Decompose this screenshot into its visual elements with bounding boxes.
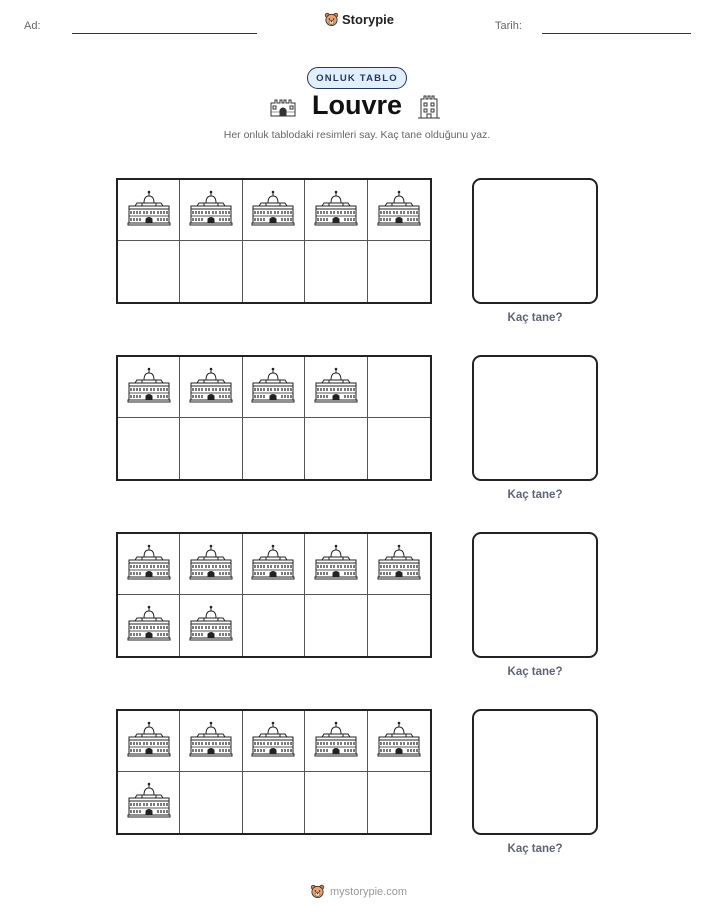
louvre-palace-icon — [314, 190, 358, 231]
ten-frame-cell — [243, 357, 305, 418]
ten-frame-cell — [243, 418, 305, 479]
louvre-palace-icon — [189, 544, 233, 585]
ten-frame-cell — [180, 418, 242, 479]
page-title: Louvre — [311, 90, 403, 120]
ten-frame-cell — [118, 418, 180, 479]
ten-frame-cell — [180, 772, 242, 833]
ten-frame-cell — [305, 711, 367, 772]
ten-frame-3 — [116, 532, 432, 658]
louvre-palace-icon — [314, 367, 358, 408]
ten-frame-cell — [180, 241, 242, 302]
name-label: Ad: — [24, 20, 41, 32]
louvre-palace-icon — [189, 190, 233, 231]
ten-frame-cell — [118, 595, 180, 656]
louvre-palace-icon — [189, 605, 233, 646]
question-label-2: Kaç tane? — [507, 489, 563, 501]
ten-frame-cell — [368, 595, 430, 656]
louvre-palace-icon — [127, 782, 171, 823]
louvre-palace-icon — [377, 544, 421, 585]
ten-frame-cell — [118, 711, 180, 772]
louvre-palace-icon — [251, 544, 295, 585]
ten-frame-cell — [118, 241, 180, 302]
question-label-3: Kaç tane? — [507, 666, 563, 678]
louvre-palace-icon — [251, 721, 295, 762]
ten-frame-cell — [180, 711, 242, 772]
date-line[interactable] — [542, 33, 691, 34]
ten-frame-cell — [368, 418, 430, 479]
ten-frame-cell — [368, 241, 430, 302]
date-label: Tarih: — [495, 20, 522, 32]
worksheet-type-badge: ONLUK TABLO — [307, 67, 407, 89]
ten-frame-1 — [116, 178, 432, 304]
ten-frame-cell — [305, 772, 367, 833]
ten-frame-cell — [118, 772, 180, 833]
question-label-4: Kaç tane? — [507, 843, 563, 855]
bear-icon — [324, 12, 339, 27]
louvre-palace-icon — [127, 190, 171, 231]
ten-frame-cell — [368, 534, 430, 595]
footer — [310, 884, 407, 899]
ten-frame-cell — [243, 772, 305, 833]
ten-frame-cell — [243, 534, 305, 595]
ten-frame-cell — [243, 595, 305, 656]
louvre-palace-icon — [127, 605, 171, 646]
ten-frame-cell — [180, 357, 242, 418]
ten-frame-cell — [118, 534, 180, 595]
answer-box-3[interactable] — [472, 532, 598, 658]
louvre-palace-icon — [127, 367, 171, 408]
ten-frame-2 — [116, 355, 432, 481]
answer-box-4[interactable] — [472, 709, 598, 835]
ten-frame-cell — [305, 418, 367, 479]
ten-frame-cell — [243, 711, 305, 772]
louvre-palace-icon — [251, 367, 295, 408]
ten-frame-cell — [243, 241, 305, 302]
louvre-palace-icon — [377, 721, 421, 762]
ten-frame-cell — [368, 180, 430, 241]
louvre-palace-icon — [127, 721, 171, 762]
name-line[interactable] — [72, 33, 257, 34]
ten-frame-cell — [368, 772, 430, 833]
brand-name: Storypie — [342, 12, 395, 27]
louvre-palace-icon — [314, 721, 358, 762]
ten-frame-cell — [305, 357, 367, 418]
ten-frame-cell — [180, 595, 242, 656]
ten-frame-cell — [243, 180, 305, 241]
tower-icon — [416, 93, 442, 124]
ten-frame-cell — [180, 534, 242, 595]
footer-url: mystorypie.com — [330, 885, 408, 898]
ten-frame-cell — [368, 711, 430, 772]
answer-box-1[interactable] — [472, 178, 598, 304]
brand-logo — [324, 12, 394, 27]
instructions: Her onluk tablodaki resimleri say. Kaç tane olduğunu yaz. — [223, 129, 491, 141]
ten-frame-cell — [305, 241, 367, 302]
louvre-palace-icon — [189, 721, 233, 762]
ten-frame-cell — [305, 180, 367, 241]
louvre-palace-icon — [127, 544, 171, 585]
bear-icon — [310, 884, 325, 899]
ten-frame-cell — [118, 180, 180, 241]
ten-frame-cell — [305, 534, 367, 595]
ten-frame-cell — [118, 357, 180, 418]
louvre-palace-icon — [251, 190, 295, 231]
ten-frame-cell — [368, 357, 430, 418]
louvre-palace-icon — [189, 367, 233, 408]
louvre-palace-icon — [377, 190, 421, 231]
ten-frame-cell — [180, 180, 242, 241]
ten-frame-4 — [116, 709, 432, 835]
question-label-1: Kaç tane? — [507, 312, 563, 324]
ten-frame-cell — [305, 595, 367, 656]
answer-box-2[interactable] — [472, 355, 598, 481]
louvre-palace-icon — [314, 544, 358, 585]
